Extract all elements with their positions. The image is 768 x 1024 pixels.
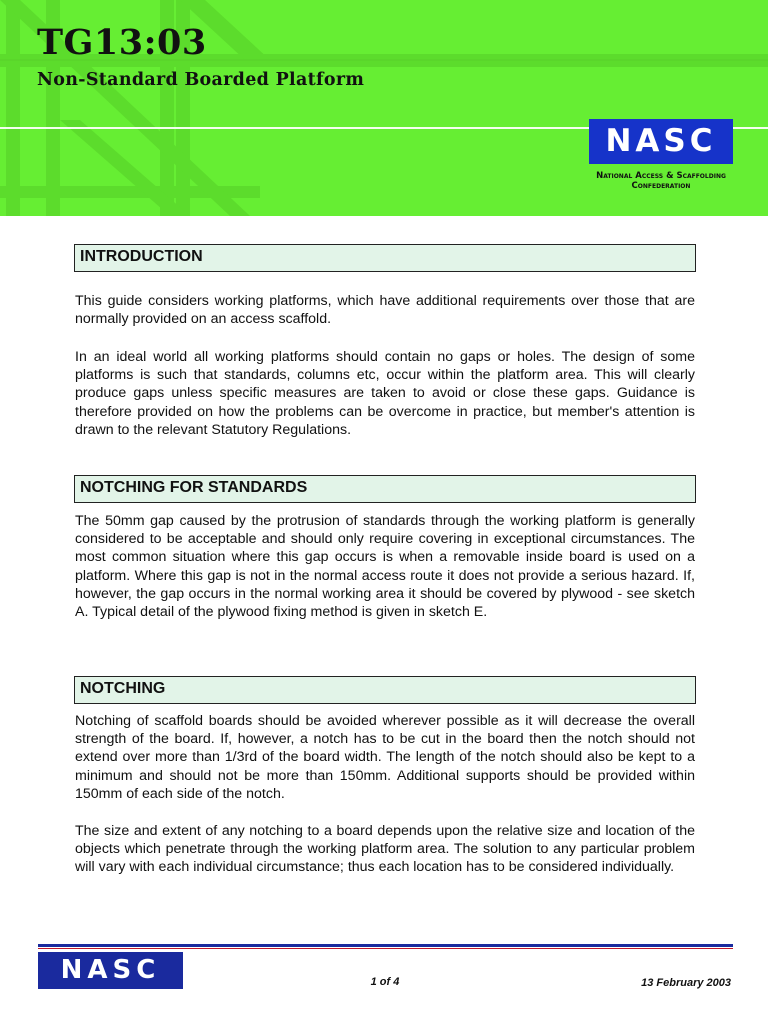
document-code: TG13:03 (37, 22, 207, 63)
paragraph: Notching of scaffold boards should be avoided wherever possible as it will decrease the overall strength of the board. If, however, a notch has to be cut in the board then the notch should not extend over more than 1/3rd of the board width. The length of the notch should also be kept to a minimum and should not be more than 150mm. Additional supports should be provided within 150mm of each side of the notch. (75, 713, 695, 802)
paragraph: The size and extent of any notching to a board depends upon the relative size and location of the objects which penetrate through the working platform area. The solution to any particular problem will vary with each individual circumstance; thus each location has to be considered individually. (75, 823, 695, 876)
paragraph: This guide considers working platforms, which have additional requirements over those that are normally provided on an access scaffold. (75, 293, 695, 328)
footer-rule-red (38, 948, 733, 949)
page-number: 1 of 4 (370, 976, 400, 988)
paragraph: The 50mm gap caused by the protrusion of standards through the working platform is generally considered to be acceptable and should only require covering in exceptional circumstances. The most common situation where this gap occurs is when a removable inside board is used on a platform. Where this gap is not in the normal access route it does not provide a serious hazard. If, however, the gap occurs in the normal working area it should be covered by plywood - see sketch A. Typical detail of the plywood fixing method is given in sketch E. (75, 513, 695, 621)
nasc-logo-caption (575, 171, 747, 191)
section-heading-notching-for-standards: NOTCHING FOR STANDARDS (74, 475, 696, 503)
footer-rule-blue (38, 944, 733, 947)
nasc-caption-line1: National Access & Scaffolding (596, 171, 726, 181)
section-heading-notching: NOTCHING (74, 676, 696, 704)
paragraph: In an ideal world all working platforms should contain no gaps or holes. The design of some platforms is such that standards, columns etc, occur within the platform area. This will clearly produce gaps unless specific measures are taken to avoid or close these gaps. Guidance is therefore provided on how the problems can be overcome in practice, but member's attention is drawn to the relevant Statutory Regulations. (75, 349, 695, 438)
nasc-logo: NASC (589, 119, 733, 164)
document-title: Non-Standard Boarded Platform (37, 70, 365, 90)
document-date: 13 February 2003 (641, 977, 731, 989)
footer-nasc-logo: NASC (38, 952, 183, 989)
section-heading-introduction: INTRODUCTION (74, 244, 696, 272)
header-banner (0, 0, 768, 216)
nasc-caption-line2: Confederation (631, 181, 691, 191)
